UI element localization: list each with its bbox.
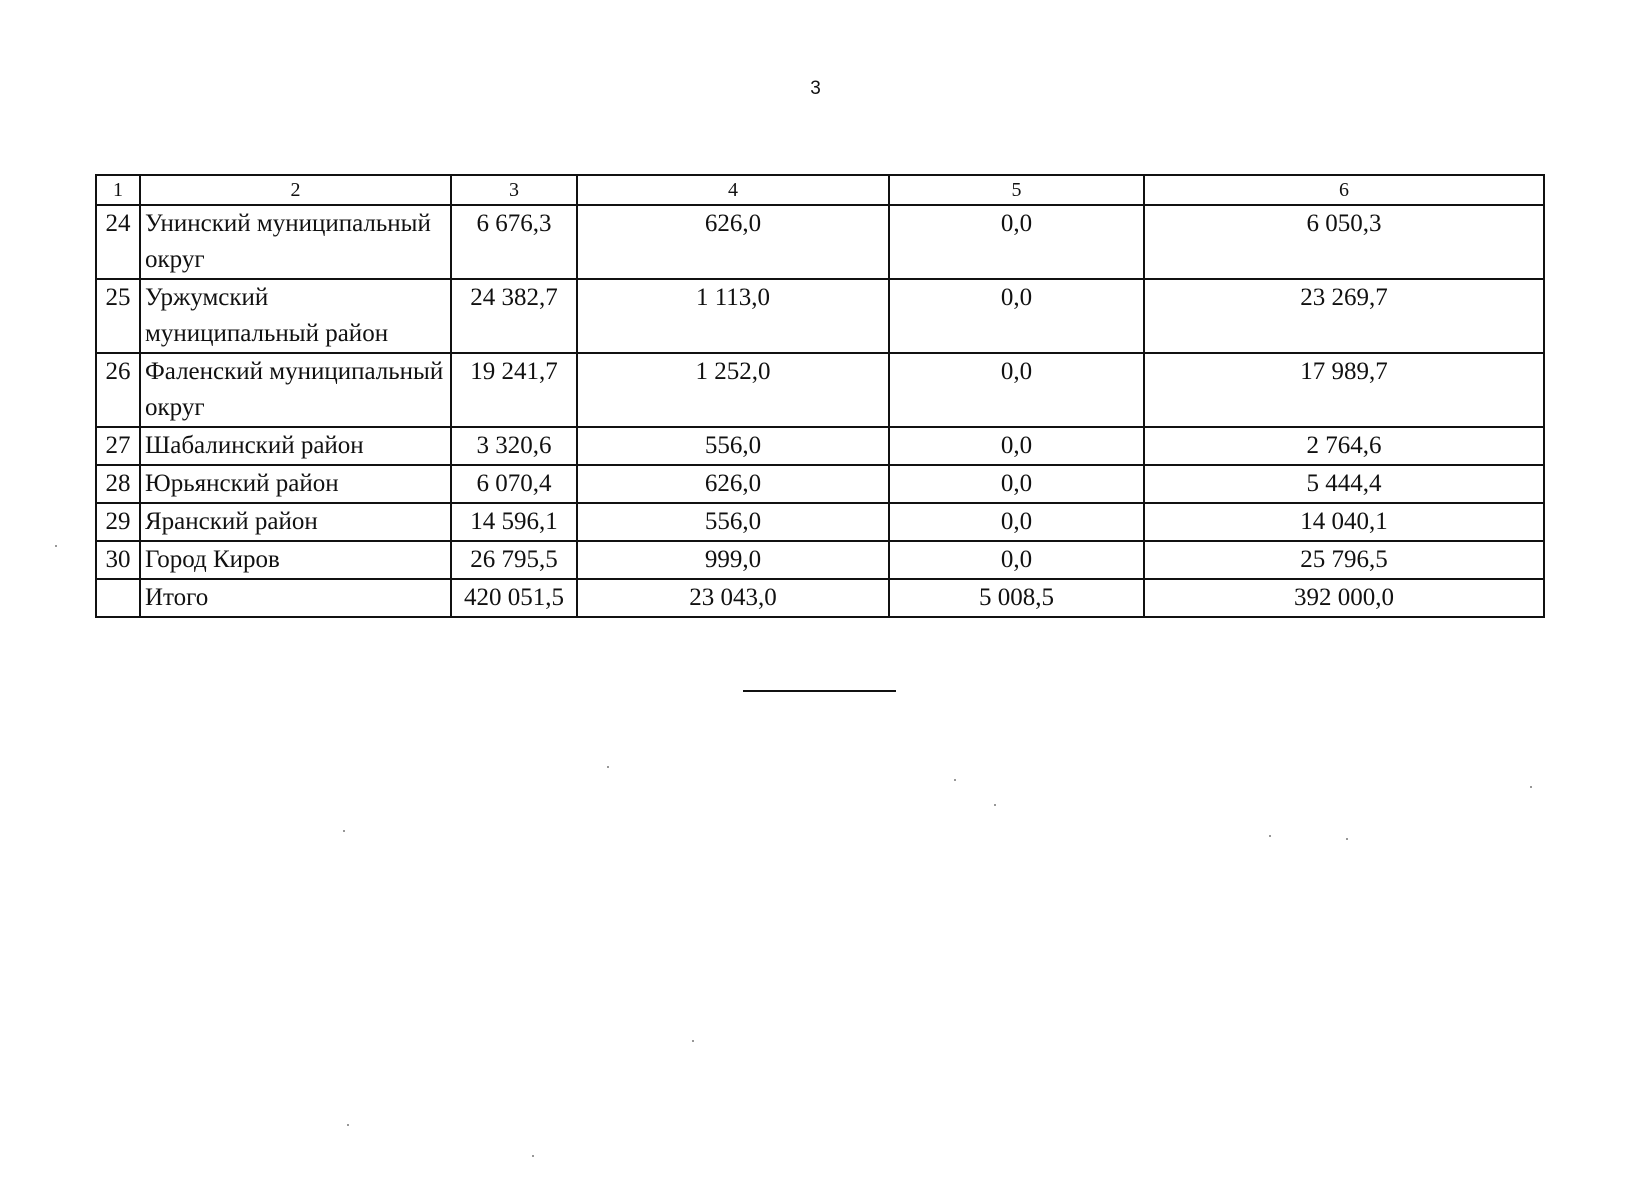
total-row [96, 579, 1544, 617]
col6-value: 17 989,7 [1144, 353, 1544, 427]
row-number: 29 [96, 503, 140, 541]
allocation-table [95, 174, 1545, 618]
row-number: 28 [96, 465, 140, 503]
municipality-name: Юрьянский район [140, 465, 451, 503]
table-row [96, 205, 1544, 279]
row-number: 30 [96, 541, 140, 579]
table-row [96, 427, 1544, 465]
col5-value: 0,0 [889, 503, 1144, 541]
col4-value: 556,0 [577, 503, 889, 541]
col3-value: 6 676,3 [451, 205, 577, 279]
column-header-1: 1 [96, 175, 140, 205]
col5-value: 0,0 [889, 205, 1144, 279]
col6-value: 14 040,1 [1144, 503, 1544, 541]
table-row [96, 503, 1544, 541]
col4-value: 556,0 [577, 427, 889, 465]
col5-value: 0,0 [889, 465, 1144, 503]
municipality-name: Яранский район [140, 503, 451, 541]
scan-speck [607, 766, 609, 768]
col5-value: 0,0 [889, 541, 1144, 579]
end-of-document-rule [743, 690, 896, 692]
column-header-5: 5 [889, 175, 1144, 205]
scan-speck [55, 545, 57, 547]
scan-speck [347, 1124, 349, 1126]
scan-speck [692, 1040, 694, 1042]
row-number: 25 [96, 279, 140, 353]
col3-value: 14 596,1 [451, 503, 577, 541]
col4-value: 626,0 [577, 465, 889, 503]
column-header-4: 4 [577, 175, 889, 205]
total-col4-value: 23 043,0 [577, 579, 889, 617]
scan-speck [994, 804, 996, 806]
scan-speck [343, 830, 345, 832]
row-number: 24 [96, 205, 140, 279]
col3-value: 6 070,4 [451, 465, 577, 503]
column-header-3: 3 [451, 175, 577, 205]
row-number: 26 [96, 353, 140, 427]
municipality-name: Унинский муниципальный округ [140, 205, 451, 279]
scan-speck [954, 779, 956, 781]
scan-speck [1530, 786, 1532, 788]
table-row [96, 353, 1544, 427]
col4-value: 626,0 [577, 205, 889, 279]
municipality-name: Фаленский муниципальный округ [140, 353, 451, 427]
scan-speck [1346, 838, 1348, 840]
total-row-number [96, 579, 140, 617]
col5-value: 0,0 [889, 279, 1144, 353]
column-header-2: 2 [140, 175, 451, 205]
total-col3-value: 420 051,5 [451, 579, 577, 617]
col4-value: 1 113,0 [577, 279, 889, 353]
total-col5-value: 5 008,5 [889, 579, 1144, 617]
col3-value: 24 382,7 [451, 279, 577, 353]
column-header-6: 6 [1144, 175, 1544, 205]
col6-value: 25 796,5 [1144, 541, 1544, 579]
scan-speck [1269, 835, 1271, 837]
table-row [96, 279, 1544, 353]
col6-value: 5 444,4 [1144, 465, 1544, 503]
col4-value: 1 252,0 [577, 353, 889, 427]
col3-value: 26 795,5 [451, 541, 577, 579]
total-col6-value: 392 000,0 [1144, 579, 1544, 617]
table-row [96, 541, 1544, 579]
col6-value: 6 050,3 [1144, 205, 1544, 279]
total-label: Итого [140, 579, 451, 617]
municipality-name: Город Киров [140, 541, 451, 579]
column-number-row [96, 175, 1544, 205]
scan-speck [532, 1155, 534, 1157]
col6-value: 23 269,7 [1144, 279, 1544, 353]
row-number: 27 [96, 427, 140, 465]
col5-value: 0,0 [889, 353, 1144, 427]
col5-value: 0,0 [889, 427, 1144, 465]
table-row [96, 465, 1544, 503]
page-number: 3 [810, 78, 821, 99]
municipality-name: Уржумский муниципальный район [140, 279, 451, 353]
col3-value: 19 241,7 [451, 353, 577, 427]
col3-value: 3 320,6 [451, 427, 577, 465]
col4-value: 999,0 [577, 541, 889, 579]
municipality-name: Шабалинский район [140, 427, 451, 465]
col6-value: 2 764,6 [1144, 427, 1544, 465]
